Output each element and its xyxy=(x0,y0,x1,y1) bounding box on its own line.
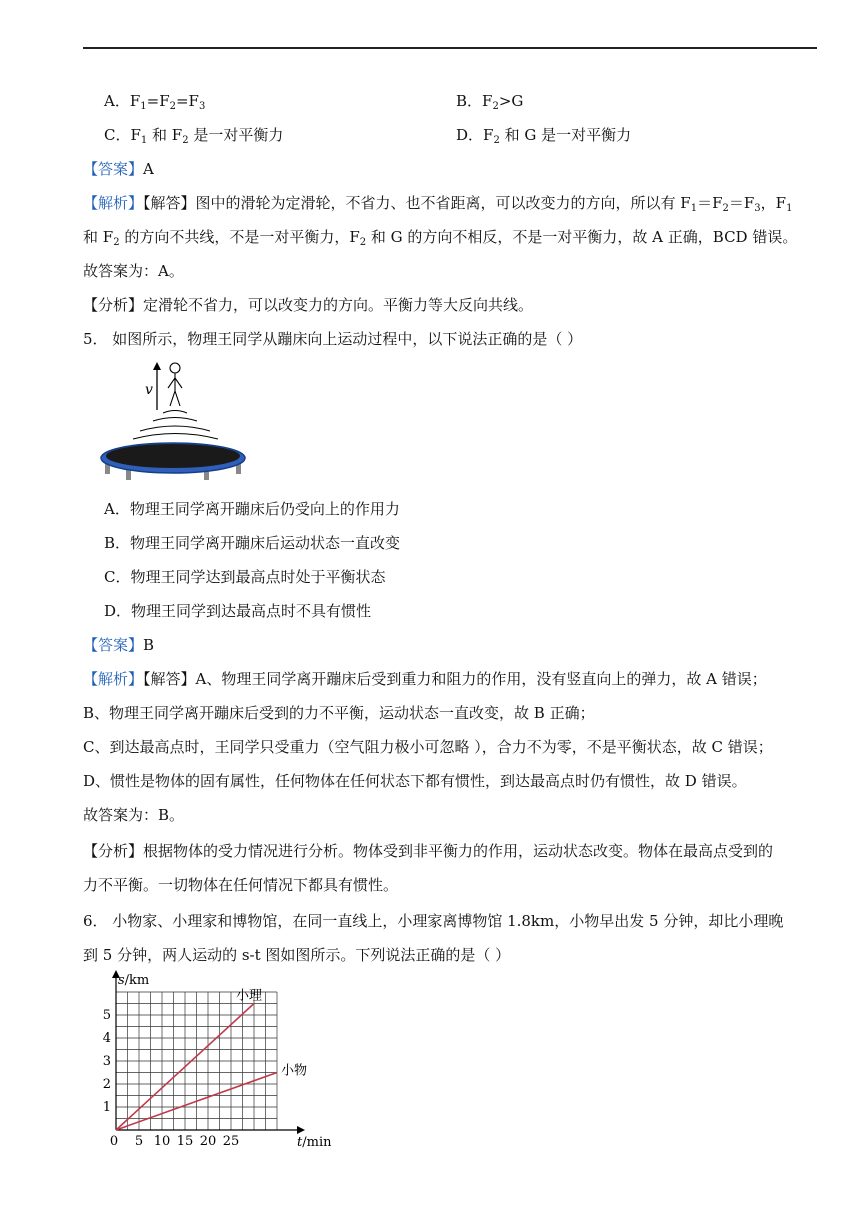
q5-analysis-line5: 故答案为：B。 xyxy=(83,806,185,824)
x-tick-label: 5 xyxy=(134,1134,144,1149)
q5-fenxi-line2: 力不平衡。一切物体在任何情况下都具有惯性。 xyxy=(83,876,399,894)
q5-analysis-line3: C、到达最高点时，王同学只受重力（空气阻力极小可忽略 ），合力不为零，不是平衡状态，故 C 错误； xyxy=(83,738,773,756)
q4-analysis-line2: 和 $F_2$ 的方向不共线，不是一对平衡力，$F_2$ 和 G 的方向不相反，不是一对平衡力，故 A 正确，BCD 错误。 xyxy=(83,228,798,248)
q4-option-b: B．$F_2>G$ xyxy=(456,92,524,112)
y-tick-label: 4 xyxy=(102,1031,111,1046)
y-tick-label: 3 xyxy=(102,1054,111,1069)
x-axis-label: t/min xyxy=(297,1135,332,1150)
q5-answer: 【答案】B xyxy=(83,636,155,654)
q4-option-a: A．$F_1=F_2=F_3$ xyxy=(104,92,206,112)
velocity-label: v xyxy=(145,382,153,398)
q5-option-c: C．物理王同学达到最高点时处于平衡状态 xyxy=(104,568,386,586)
q5-analysis-line2: B、物理王同学离开蹦床后受到的力不平衡，运动状态一直改变，故 B 正确； xyxy=(83,704,595,722)
x-tick-label: 10 xyxy=(153,1134,171,1149)
y-axis-label: s/km xyxy=(118,973,150,988)
q5-option-d: D．物理王同学到达最高点时不具有惯性 xyxy=(104,602,372,620)
x-axis-arrow xyxy=(297,1126,305,1134)
series-label-2: 小物 xyxy=(281,1063,308,1079)
origin-label: 0 xyxy=(109,1134,119,1149)
q4-option-d: D．$F_2$ 和 G 是一对平衡力 xyxy=(456,126,632,146)
chart-grid xyxy=(116,992,277,1130)
q6-stem-line1: 6． 小物家、小理家和博物馆，在同一直线上，小理家离博物馆 1.8km，小物早出发 5 分钟，却比小理晚 xyxy=(83,912,784,930)
q5-stem: 5． 如图所示，物理王同学从蹦床向上运动过程中，以下说法正确的是（ ） xyxy=(83,330,583,348)
q4-answer: 【答案】A xyxy=(83,160,154,178)
x-tick-label: 25 xyxy=(222,1134,240,1149)
y-tick-label: 2 xyxy=(102,1077,111,1092)
q4-option-c: C．$F_1$ 和 $F_2$ 是一对平衡力 xyxy=(104,126,284,146)
y-tick-label: 5 xyxy=(102,1008,111,1023)
analysis-tag: 【解析】 xyxy=(83,194,144,212)
q5-option-a: A．物理王同学离开蹦床后仍受向上的作用力 xyxy=(104,500,400,518)
q4-analysis-line1: 【解析】【解答】图中的滑轮为定滑轮，不省力、也不省距离，可以改变力的方向，所以有 $F_1=F_2=F_3$，$F_1$ xyxy=(83,194,793,214)
y-tick-label: 1 xyxy=(102,1100,111,1115)
series-label-1: 小理 xyxy=(236,988,263,1004)
x-tick-label: 15 xyxy=(176,1134,194,1149)
q5-fenxi-line1: 【分析】根据物体的受力情况进行分析。物体受到非平衡力的作用，运动状态改变。物体在最高点受到的 xyxy=(83,842,774,860)
q6-stem-line2: 到 5 分钟，两人运动的 s-t 图如图所示。下列说法正确的是（ ） xyxy=(83,946,511,964)
chart-labels xyxy=(118,973,332,1150)
st-chart xyxy=(90,970,340,1155)
q4-analysis-line3: 故答案为：A。 xyxy=(83,262,184,280)
answer-tag: 【答案】 xyxy=(83,160,144,178)
trampoline-figure xyxy=(98,358,250,482)
header-rule xyxy=(83,47,817,49)
x-tick-label: 20 xyxy=(199,1134,217,1149)
q4-fenxi: 【分析】定滑轮不省力，可以改变力的方向。平衡力等大反向共线。 xyxy=(83,296,534,314)
chart-axes xyxy=(112,970,308,1134)
q5-analysis-line1: 【解析】【解答】A、物理王同学离开蹦床后受到重力和阻力的作用，没有竖直向上的弹力，故 A 错误； xyxy=(83,670,767,688)
q5-analysis-line4: D、惯性是物体的固有属性，任何物体在任何状态下都有惯性，到达最高点时仍有惯性，故 D 错误。 xyxy=(83,772,747,790)
q5-option-b: B．物理王同学离开蹦床后运动状态一直改变 xyxy=(104,534,401,552)
